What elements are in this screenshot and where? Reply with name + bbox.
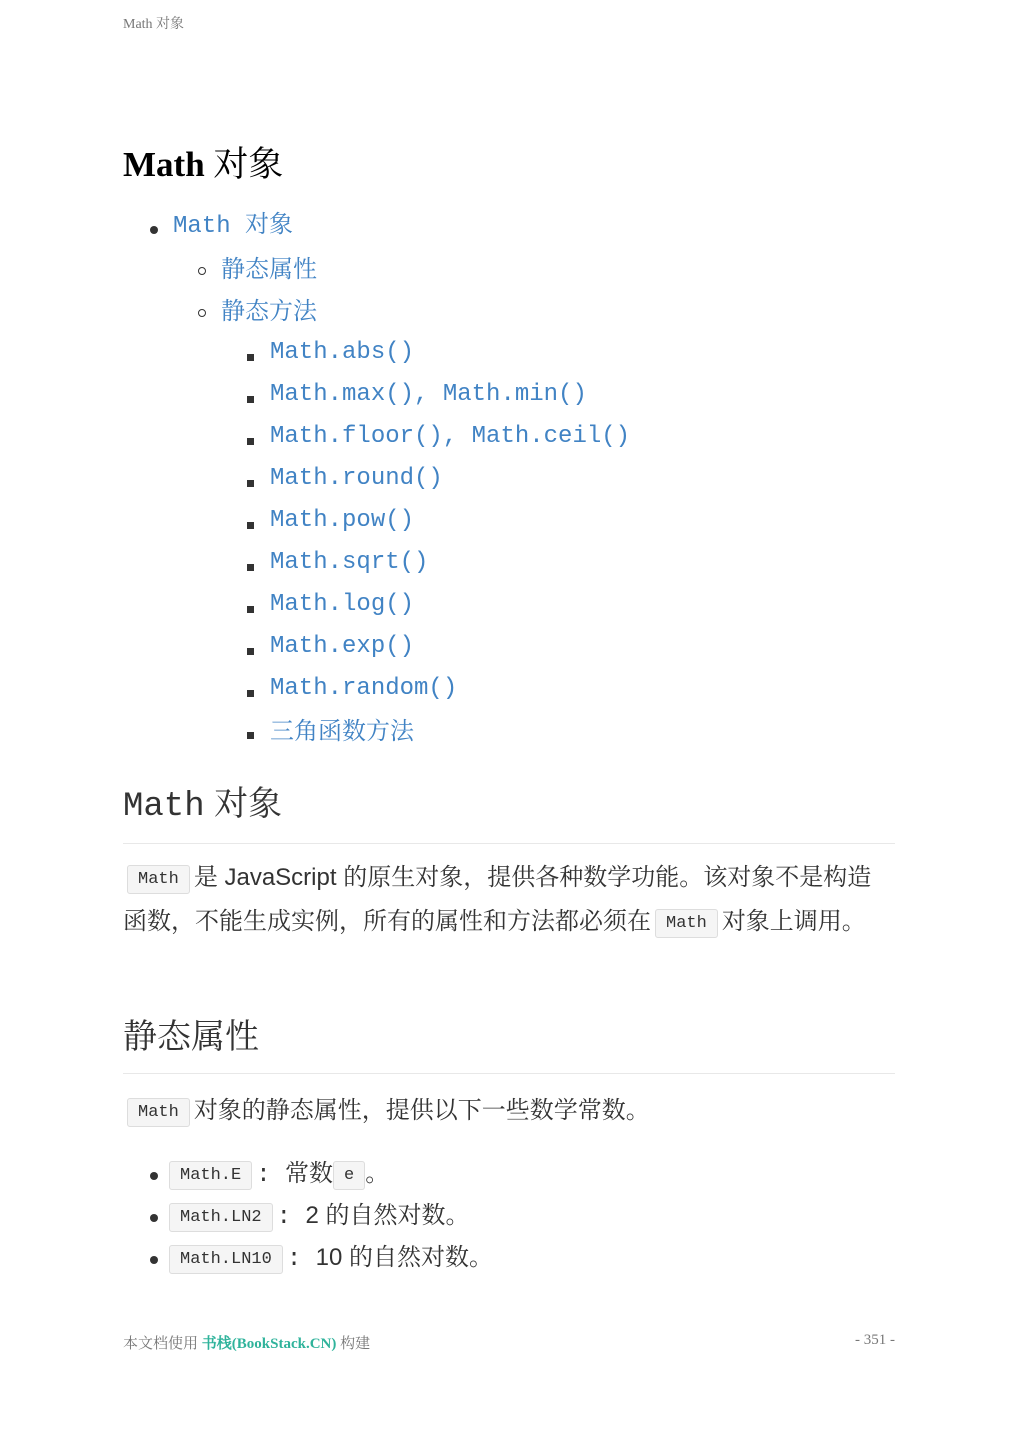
square-bullet-icon bbox=[247, 732, 254, 739]
page-number: - 351 - bbox=[855, 1332, 895, 1348]
inline-code: Math.LN10 bbox=[169, 1245, 283, 1274]
footer-brand-link[interactable]: 书栈(BookStack.CN) bbox=[201, 1336, 337, 1352]
math-description-paragraph bbox=[123, 857, 895, 945]
disc-bullet-icon bbox=[150, 226, 158, 234]
toc-link-method[interactable]: Math.abs() bbox=[270, 339, 415, 366]
toc-item-method bbox=[123, 459, 895, 501]
toc-link-method[interactable]: Math.log() bbox=[270, 591, 415, 618]
footer-prefix: 本文档使用 bbox=[123, 1336, 199, 1352]
toc-link-math-object[interactable]: Math 对象 bbox=[173, 213, 294, 240]
toc-item-method bbox=[123, 375, 895, 417]
disc-bullet-icon bbox=[150, 1214, 158, 1222]
toc-link-method[interactable]: 三角函数方法 bbox=[270, 717, 414, 745]
inline-code: Math bbox=[127, 1098, 190, 1127]
separator: : bbox=[256, 1162, 286, 1189]
separator: : bbox=[276, 1204, 306, 1231]
page-title-cjk: 对象 bbox=[213, 145, 284, 184]
inline-code: Math.LN2 bbox=[169, 1203, 273, 1232]
paragraph-text: 对象上调用。 bbox=[721, 908, 866, 935]
toc-item-method bbox=[123, 417, 895, 459]
heading-cjk: 对象 bbox=[214, 785, 283, 823]
circle-bullet-icon bbox=[198, 309, 206, 317]
toc-link-method[interactable]: Math.pow() bbox=[270, 507, 415, 534]
list-item bbox=[123, 1195, 895, 1237]
running-header: Math 对象 bbox=[123, 17, 185, 32]
page-title bbox=[123, 143, 283, 187]
heading-code: Math bbox=[123, 788, 205, 826]
section-heading-static-properties: 静态属性 bbox=[123, 1015, 895, 1074]
toc-item-static-methods bbox=[123, 291, 895, 333]
inline-code: Math bbox=[127, 865, 190, 894]
toc-item-method bbox=[123, 627, 895, 669]
square-bullet-icon bbox=[247, 648, 254, 655]
square-bullet-icon bbox=[247, 522, 254, 529]
toc-link-static-methods[interactable]: 静态方法 bbox=[221, 297, 317, 325]
square-bullet-icon bbox=[247, 438, 254, 445]
toc-item-root bbox=[123, 207, 895, 249]
square-bullet-icon bbox=[247, 354, 254, 361]
paragraph-text: 对象的静态属性，提供以下一些数学常数。 bbox=[193, 1097, 650, 1124]
separator: : bbox=[286, 1246, 316, 1273]
toc-item-method bbox=[123, 501, 895, 543]
toc-item-method bbox=[123, 543, 895, 585]
toc-link-method[interactable]: Math.floor(), Math.ceil() bbox=[270, 423, 631, 450]
item-text: 2 的自然对数。 bbox=[305, 1202, 470, 1229]
square-bullet-icon bbox=[247, 690, 254, 697]
disc-bullet-icon bbox=[150, 1172, 158, 1180]
page-footer bbox=[123, 1332, 895, 1353]
footer-suffix: 构建 bbox=[340, 1336, 371, 1352]
circle-bullet-icon bbox=[198, 267, 206, 275]
square-bullet-icon bbox=[247, 480, 254, 487]
paragraph-text: 是 JavaScript 的原生对象，提供各种数学功能。该对象不是构造函数，不能生成实例，所有的属性和方法都必须在 bbox=[123, 864, 872, 935]
square-bullet-icon bbox=[247, 396, 254, 403]
toc-item-method bbox=[123, 669, 895, 711]
section-heading-math-object bbox=[123, 782, 895, 844]
toc-link-static-properties[interactable]: 静态属性 bbox=[221, 255, 317, 283]
constants-list bbox=[123, 1153, 895, 1279]
document-page bbox=[123, 0, 895, 1440]
inline-code: e bbox=[333, 1161, 365, 1190]
item-text: 常数 bbox=[285, 1160, 334, 1187]
disc-bullet-icon bbox=[150, 1256, 158, 1264]
toc-item-method bbox=[123, 585, 895, 627]
toc-link-method[interactable]: Math.sqrt() bbox=[270, 549, 429, 576]
toc-link-method[interactable]: Math.round() bbox=[270, 465, 443, 492]
inline-code: Math bbox=[655, 909, 718, 938]
table-of-contents bbox=[123, 207, 895, 753]
item-text: 。 bbox=[365, 1160, 390, 1187]
item-text: 10 的自然对数。 bbox=[315, 1244, 494, 1271]
square-bullet-icon bbox=[247, 606, 254, 613]
toc-item-method bbox=[123, 333, 895, 375]
inline-code: Math.E bbox=[169, 1161, 252, 1190]
list-item bbox=[123, 1153, 895, 1195]
toc-link-method[interactable]: Math.random() bbox=[270, 675, 458, 702]
toc-link-method[interactable]: Math.max(), Math.min() bbox=[270, 381, 587, 408]
list-item bbox=[123, 1237, 895, 1279]
toc-item-static-properties bbox=[123, 249, 895, 291]
page-title-main: Math bbox=[123, 145, 205, 184]
static-properties-intro bbox=[123, 1090, 895, 1134]
toc-link-method[interactable]: Math.exp() bbox=[270, 633, 415, 660]
toc-item-method bbox=[123, 711, 895, 753]
square-bullet-icon bbox=[247, 564, 254, 571]
